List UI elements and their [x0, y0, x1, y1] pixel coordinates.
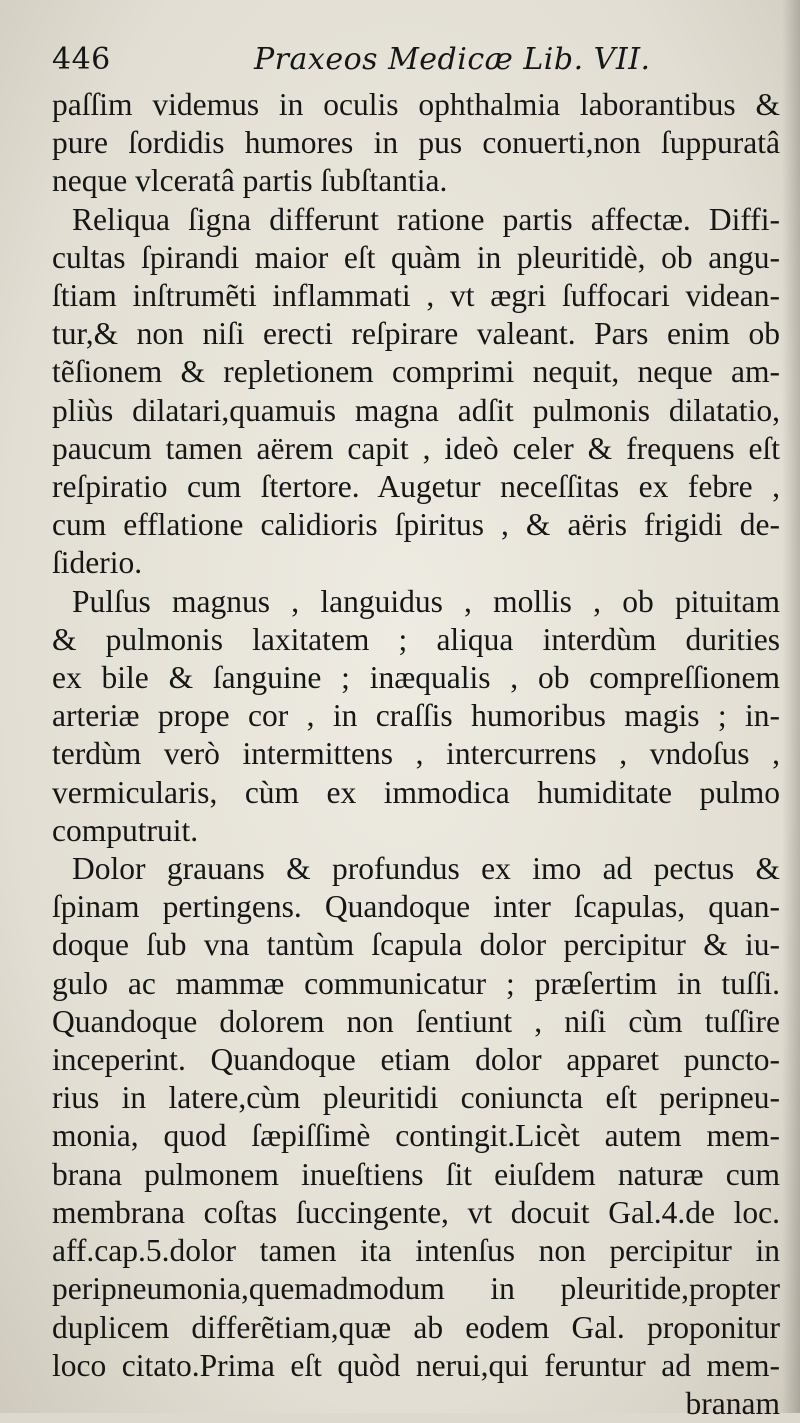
text-line: inceperint. Quandoque etiam dolor apparet puncto- [52, 1042, 780, 1078]
paragraph-4 [52, 850, 780, 1385]
text-line: paucum tamen aërem capit , ideò celer & frequens eſt [52, 430, 780, 466]
text-line: loco citato.Prima eſt quòd nerui,qui feruntur ad mem- [52, 1347, 780, 1383]
paragraph-3 [52, 583, 780, 850]
text-line: Reliqua ſigna differunt ratione partis affectæ. Diffi- [72, 201, 780, 237]
text-line: gulo ac mammæ communicatur ; præſertim in tuſſi. [52, 965, 780, 1001]
text-line: Pulſus magnus , languidus , mollis , ob pituitam [72, 583, 780, 619]
text-line: monia, quod ſæpiſſimè contingit.Licèt autem mem- [52, 1118, 780, 1154]
text-line: tẽſionem & repletionem comprimi nequit, neque am- [52, 354, 780, 390]
page-edge-shadow [782, 0, 800, 1413]
text-line: rius in latere,cùm pleuritidi coniuncta eſt peripneu- [52, 1080, 780, 1116]
text-line: arteriæ prope cor , in craſſis humoribus magis ; in- [52, 698, 780, 734]
text-line: peripneumonia,quemadmodum in pleuritide,propter [52, 1271, 780, 1307]
text-line: ſtiam inſtrumẽti inflammati , vt ægri ſuffocari videan- [52, 278, 780, 314]
text-line: & pulmonis laxitatem ; aliqua interdùm durities [52, 621, 780, 657]
running-title: Praxeos Medicæ Lib. VII. [254, 42, 651, 77]
text-line: Quandoque dolorem non ſentiunt , niſi cùm tuſſire [52, 1003, 780, 1039]
text-line: ſiderio. [52, 545, 143, 581]
text-line: tur,& non niſi erecti reſpirare valeant. Pars enim ob [52, 316, 780, 352]
text-line: paſſim videmus in oculis ophthalmia laborantibus & [52, 87, 780, 122]
text-line: ex bile & ſanguine ; inæqualis , ob compreſſionem [52, 660, 780, 696]
text-line: cum efflatione calidioris ſpiritus , & aëris frigidi de- [52, 507, 780, 543]
text-line: duplicem differẽtiam,quæ ab eodem Gal. proponitur [52, 1309, 780, 1345]
paragraph-2 [52, 201, 780, 583]
text-line: membrana coſtas ſuccingente, vt docuit Gal.4.de loc. [52, 1194, 780, 1230]
catchword: branam [685, 1385, 780, 1421]
text-line: neque vlceratâ partis ſubſtantia. [52, 163, 448, 199]
text-line: computruit. [52, 812, 199, 848]
text-line: brana pulmonem inueſtiens ſit eiuſdem naturæ cum [52, 1156, 780, 1192]
body-text [52, 86, 780, 1423]
text-line: ſpinam pertingens. Quandoque inter ſcapulas, quan- [52, 889, 780, 925]
text-line: cultas ſpirandi maior eſt quàm in pleuritidè, ob angu- [52, 239, 780, 275]
page-header [52, 42, 780, 86]
text-line: vermicularis, cùm ex immodica humiditate pulmo [52, 774, 780, 810]
text-line: aff.cap.5.dolor tamen ita intenſus non percipitur in [52, 1233, 780, 1269]
text-line: terdùm verò intermittens , intercurrens , vndoſus , [52, 736, 780, 772]
text-line: doque ſub vna tantùm ſcapula dolor percipitur & iu- [52, 927, 780, 963]
paragraph-1 [52, 86, 780, 201]
text-line: reſpiratio cum ſtertore. Augetur neceſſitas ex febre , [52, 469, 780, 505]
text-line: pliùs dilatari,quamuis magna adſit pulmonis dilatatio, [52, 392, 780, 428]
text-line: pure ſordidis humores in pus conuerti,non ſuppuratâ [52, 125, 780, 161]
text-line: Dolor grauans & profundus ex imo ad pectus & [72, 851, 780, 887]
page-number: 446 [52, 42, 111, 77]
